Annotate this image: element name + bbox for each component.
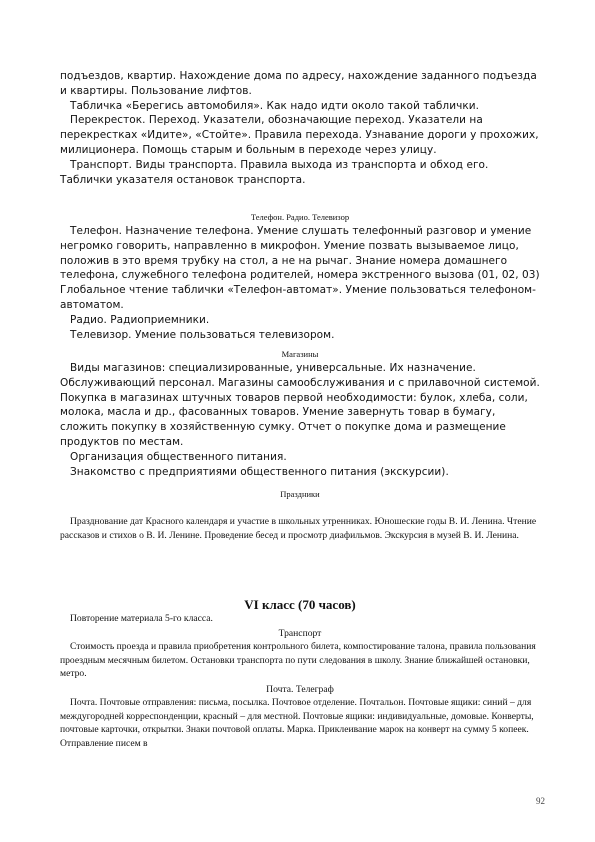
section-heading-post: Почта. Телеграф [266,684,334,695]
paragraph: Телевизор. Умение пользоваться телевизором. [70,328,335,341]
paragraph: Почта. Почтовые отправления: письма, посылка. Почтовое отделение. Почтальон. Почтовые ящики: синий – для междугородней корреспонденции, красный – для местной. Почтовые ящики: индивидуальные, домовые. Конверты, почтовые карточки, открытки. Знаки почтовой оплаты. Марка. Приклеивание марок на конверт на сумму 5 копеек. Отправление писем в [60,697,534,749]
paragraph: Повторение материала 5-го класса. [70,613,213,624]
text-block-transport [60,640,540,681]
section-heading-transport: Транспорт [278,628,322,639]
paragraph: Организация общественного питания. [70,450,287,463]
paragraph: подъездов, квартир. Нахождение дома по адресу, нахождение заданного подъезда и квартиры. Пользование лифтов. [60,70,537,97]
section-heading-shops: Магазины [281,349,319,359]
page-number: 92 [536,796,545,806]
paragraph: Радио. Радиоприемники. [70,313,210,326]
class-title: VI класс (70 часов) [244,597,356,612]
paragraph: Стоимость проезда и правила приобретения контрольного билета, компостирование талона, правила пользования проездным месячным билетом. Остановки транспорта по пути следования в школу. Знание ближайшей остановки, метро. [60,641,536,680]
text-block-shops [60,361,540,479]
section-heading-holidays: Праздники [280,489,320,499]
text-block-post [60,696,540,750]
paragraph: Транспорт. Виды транспорта. Правила выхода из транспорта и обход его. Таблички указателя остановок транспорта. [60,158,489,186]
text-block-street [60,69,540,187]
section-heading-phone: Телефон. Радио. Телевизор [250,212,350,222]
text-block-holidays [60,515,540,542]
paragraph: Перекресток. Переход. Указатели, обозначающие переход. Указатели на перекрестках «Идите», «Стойте». Правила перехода. Узнавание дороги у прохожих, милиционера. Помощь старым и больным в переходе через улицу. [60,114,539,156]
paragraph: Празднование дат Красного календаря и участие в школьных утренниках. Юношеские годы В. И. Ленина. Чтение рассказов и стихов о В. И. Ленине. Проведение бесед и просмотр диафильмов. Экскурсия в музей В. И. Ленина. [60,516,537,541]
text-block-phone [60,224,540,342]
paragraph: Знакомство с предприятиями общественного питания (экскурсии). [70,465,449,478]
paragraph: Телефон. Назначение телефона. Умение слушать телефонный разговор и умение негромко говорить, направленно в микрофон. Умение позвать вызываемое лицо, положив в это время трубку на стол, а не на рычаг. Знание номера домашнего телефона, служебного телефона родителей, номера экстренного вызова (01, 02, 03) Глобальное чтение таблички «Телефон-автомат». Умение пользоваться телефоном-автоматом. [60,225,540,311]
paragraph: Виды магазинов: специализированные, универсальные. Их назначение. Обслуживающий персонал. Магазины самообслуживания и с прилавочной системой. Покупка в магазинах штучных товаров первой необходимости: булок, хлеба, соли, молока, масла и др., фасованных товаров. Умение завернуть товар в бумагу, сложить покупку в хозяйственную сумку. Отчет о покупке дома и размещение продуктов по местам. [60,362,540,448]
review-line [60,612,540,626]
paragraph: Табличка «Берегись автомобиля». Как надо идти около такой таблички. [70,99,479,112]
